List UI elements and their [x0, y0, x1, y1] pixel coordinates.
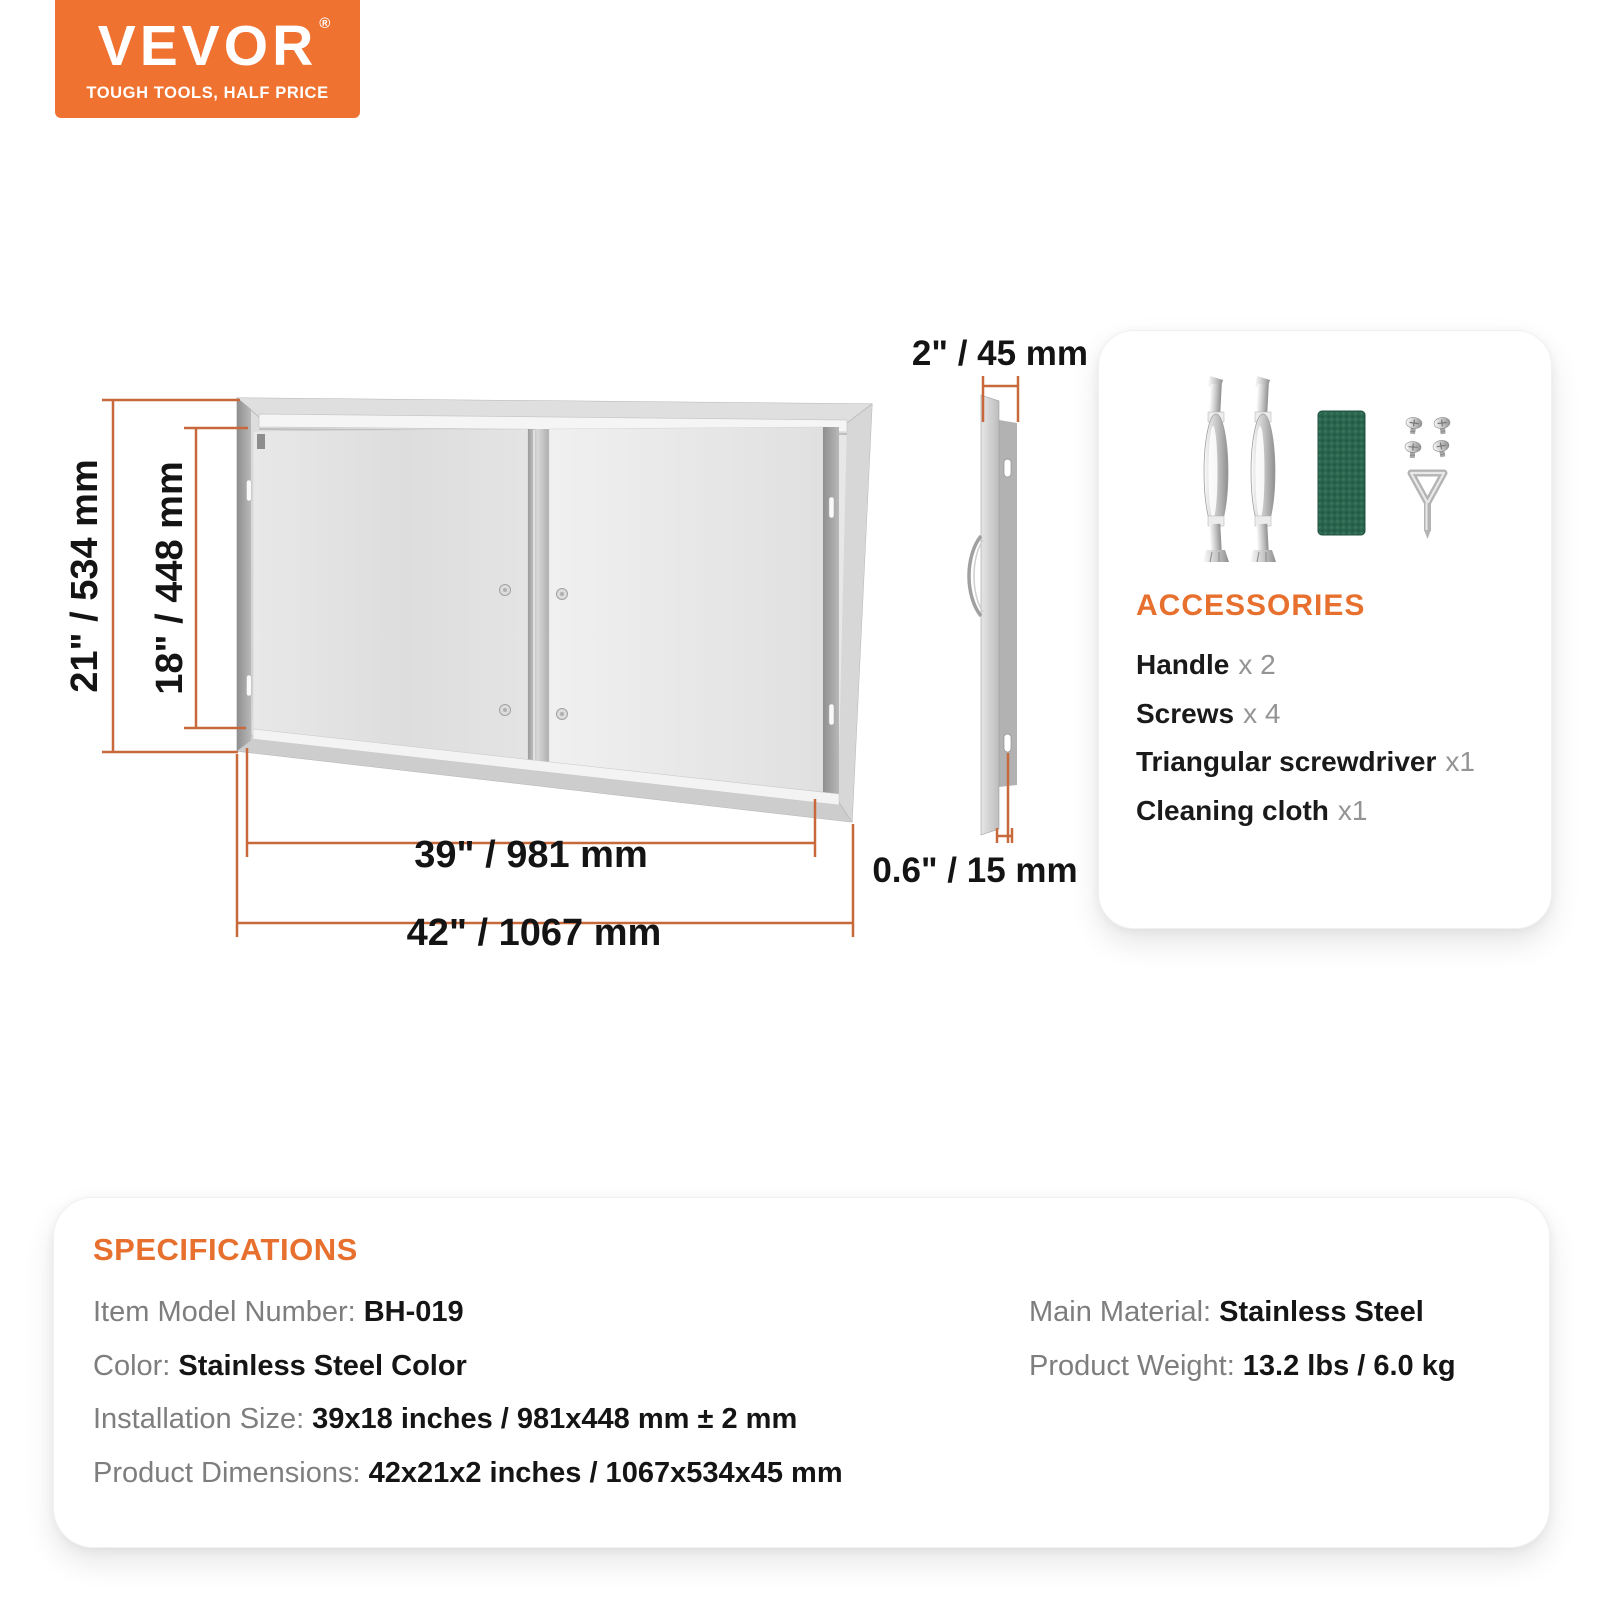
accessories-panel [1098, 330, 1552, 929]
spec-row [93, 1447, 843, 1501]
specifications-panel [53, 1197, 1550, 1548]
spec-label: Main Material: [1029, 1296, 1212, 1328]
spec-value: Stainless Steel Color [178, 1349, 467, 1382]
door-panel-left [253, 429, 528, 760]
spec-row [93, 1286, 843, 1340]
accessory-item [1136, 787, 1475, 836]
door-left-return [237, 398, 251, 751]
door-center-divider [528, 429, 549, 762]
accessory-count: x 2 [1238, 649, 1276, 680]
door-panel-right [549, 427, 823, 792]
spec-label: Product Dimensions: [93, 1456, 361, 1489]
accessory-item [1136, 738, 1475, 787]
spec-row [1029, 1286, 1456, 1340]
cleaning-pad-icon [1318, 411, 1365, 535]
spec-label: Color: [93, 1349, 171, 1382]
spec-row [93, 1340, 843, 1394]
hinge-detail [257, 434, 265, 449]
accessory-name: Handle [1136, 649, 1230, 680]
spec-row [1029, 1340, 1456, 1394]
accessory-item [1136, 641, 1475, 690]
specifications-left-column [93, 1286, 843, 1500]
specifications-right-column [1029, 1286, 1456, 1393]
dimension-label-flange: 0.6" / 15 mm [872, 851, 1078, 890]
brand-tagline: TOUGH TOOLS, HALF PRICE [86, 83, 329, 102]
accessories-list [1136, 641, 1475, 835]
door-right-edge [823, 427, 839, 796]
spec-row [93, 1393, 843, 1447]
spec-value: 42x21x2 inches / 1067x534x45 mm [368, 1456, 843, 1489]
dimension-label-outer-height: 21" / 534 mm [63, 459, 106, 693]
accessory-name: Triangular screwdriver [1136, 746, 1437, 777]
spec-value: Stainless Steel [1219, 1296, 1424, 1328]
spec-value: 39x18 inches / 981x448 mm ± 2 mm [312, 1403, 798, 1435]
dimension-label-outer-width: 42" / 1067 mm [406, 911, 662, 954]
spec-label: Product Weight: [1029, 1349, 1235, 1382]
registered-trademark-icon: ® [319, 14, 331, 32]
door-side-view [969, 395, 1017, 835]
dimension-label-inner-width: 39" / 981 mm [414, 833, 648, 876]
accessory-name: Cleaning cloth [1136, 794, 1329, 826]
accessory-count: x 4 [1243, 697, 1281, 729]
accessory-item [1136, 690, 1475, 739]
handle-icon [1203, 376, 1276, 562]
spec-label: Item Model Number: [93, 1296, 356, 1328]
side-front-panel [981, 395, 999, 835]
accessory-count: x1 [1445, 746, 1475, 777]
brand-name: VEVOR [97, 13, 318, 78]
accessory-count: x1 [1337, 794, 1368, 826]
screws-icon [1404, 416, 1451, 458]
spec-value: BH-019 [363, 1296, 464, 1328]
specifications-title: SPECIFICATIONS [93, 1232, 358, 1267]
spec-value: 13.2 lbs / 6.0 kg [1242, 1349, 1456, 1382]
dimension-label-thickness: 2" / 45 mm [911, 334, 1089, 373]
accessories-illustration [1099, 331, 1551, 591]
dimension-label-inner-height: 18" / 448 mm [148, 461, 191, 695]
accessories-title: ACCESSORIES [1136, 589, 1366, 622]
accessory-name: Screws [1136, 697, 1235, 729]
spec-label: Installation Size: [93, 1403, 305, 1435]
triangular-screwdriver-icon [1411, 473, 1444, 539]
door-front-view [237, 398, 872, 822]
